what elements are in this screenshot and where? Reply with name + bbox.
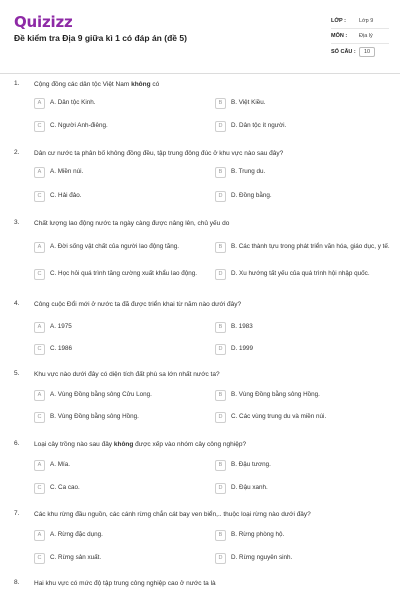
question-number: 1. <box>14 80 20 87</box>
option-letter-badge: C <box>34 121 45 132</box>
option-b[interactable] <box>215 388 391 402</box>
option-b[interactable] <box>215 96 391 110</box>
question-text: Hai khu vực có mức độ tập trung công nghiệp cao ở nước ta là <box>34 580 216 587</box>
option-text: B. Vùng Đồng bằng sông Hồng. <box>50 413 139 421</box>
option-letter-badge: A <box>34 242 45 253</box>
meta-row-subject <box>331 29 389 44</box>
option-letter-badge: D <box>215 412 226 423</box>
meta-table <box>331 14 389 59</box>
option-text: C. Các vùng trung du và miền núi. <box>231 413 327 421</box>
option-text: D. Rừng nguyên sinh. <box>231 554 293 562</box>
option-text: B. 1983 <box>231 323 253 331</box>
option-b[interactable] <box>215 165 391 179</box>
option-text: B. Việt Kiều. <box>231 99 266 107</box>
option-text: C. Hải đảo. <box>50 192 82 200</box>
option-letter-badge: D <box>215 191 226 202</box>
option-text: D. 1999 <box>231 345 254 353</box>
option-a[interactable] <box>34 388 210 402</box>
option-d[interactable] <box>215 481 391 495</box>
option-letter-badge: C <box>34 553 45 564</box>
option-letter-badge: B <box>215 530 226 541</box>
option-letter-badge: B <box>215 390 226 401</box>
option-text: C. Học hỏi quá trình tăng cường xuất khẩu lao động. <box>50 270 197 278</box>
option-text: A. Rừng đặc dụng. <box>50 531 103 539</box>
option-letter-badge: A <box>34 98 45 109</box>
option-a[interactable] <box>34 458 210 472</box>
question-number: 5. <box>14 370 20 377</box>
option-a[interactable] <box>34 165 210 179</box>
option-text: B. Rừng phòng hộ. <box>231 531 285 539</box>
option-letter-badge: C <box>34 483 45 494</box>
option-text: A. 1975 <box>50 323 72 331</box>
option-b[interactable] <box>215 238 391 256</box>
option-d[interactable] <box>215 410 391 424</box>
question-text: Loại cây trồng nào sau đây không được xếp vào nhóm cây công nghiệp? <box>34 441 247 448</box>
option-letter-badge: A <box>34 390 45 401</box>
option-a[interactable] <box>34 96 210 110</box>
option-letter-badge: A <box>34 460 45 471</box>
option-d[interactable] <box>215 342 391 356</box>
option-letter-badge: D <box>215 553 226 564</box>
question-text: Cộng đồng các dân tộc Việt Nam không có <box>34 81 160 88</box>
option-text: B. Các thành tựu trong phát triển văn hóa, giáo dục, y tế. <box>231 243 390 251</box>
option-d[interactable] <box>215 267 391 281</box>
option-c[interactable] <box>34 119 210 133</box>
option-a[interactable] <box>34 320 210 334</box>
option-b[interactable] <box>215 458 391 472</box>
question-number: 6. <box>14 440 20 447</box>
question-text: Dân cư nước ta phân bố không đồng đều, tập trung đông đúc ở khu vực nào sau đây? <box>34 150 284 157</box>
option-letter-badge: D <box>215 344 226 355</box>
option-d[interactable] <box>215 551 391 565</box>
option-letter-badge: A <box>34 167 45 178</box>
option-text: A. Mía. <box>50 461 70 469</box>
option-c[interactable] <box>34 551 210 565</box>
option-letter-badge: B <box>215 460 226 471</box>
option-c[interactable] <box>34 342 210 356</box>
question-number: 7. <box>14 510 20 517</box>
meta-label: SỐ CÂU : <box>331 48 356 55</box>
option-letter-badge: C <box>34 269 45 280</box>
option-text: D. Xu hướng tất yếu của quá trình hội nhập quốc. <box>231 270 370 278</box>
option-text: A. Đời sống vật chất của người lao động tăng. <box>50 243 180 251</box>
option-text: B. Vùng Đồng bằng sông Hồng. <box>231 391 320 399</box>
meta-row-class <box>331 14 389 29</box>
option-text: A. Dân tộc Kinh. <box>50 99 96 107</box>
question-text: Khu vực nào dưới đây có diện tích đất phù sa lớn nhất nước ta? <box>34 371 220 378</box>
question-text: Các khu rừng đầu nguồn, các cánh rừng chắn cát bay ven biển,.. thuộc loại rừng nào dưới đây? <box>34 511 311 518</box>
option-b[interactable] <box>215 528 391 542</box>
option-text: B. Trung du. <box>231 168 266 176</box>
option-letter-badge: D <box>215 121 226 132</box>
option-letter-badge: B <box>215 98 226 109</box>
option-d[interactable] <box>215 189 391 203</box>
meta-row-count <box>331 44 389 59</box>
option-letter-badge: B <box>215 242 226 253</box>
option-letter-badge: C <box>34 344 45 355</box>
meta-value: 10 <box>359 47 375 57</box>
option-text: B. Đậu tương. <box>231 461 271 469</box>
question-number: 8. <box>14 579 20 586</box>
question-number: 3. <box>14 219 20 226</box>
option-text: D. Đồng bằng. <box>231 192 272 200</box>
meta-value: Lớp 9 <box>359 18 374 24</box>
meta-value: Địa lý <box>359 33 373 39</box>
option-text: A. Miền núi. <box>50 168 84 176</box>
option-text: D. Dân tộc ít người. <box>231 122 287 130</box>
question-text: Công cuộc Đổi mới ở nước ta đã được triển khai từ năm nào dưới đây? <box>34 301 242 308</box>
option-letter-badge: C <box>34 412 45 423</box>
meta-label: LỚP : <box>331 18 346 24</box>
option-d[interactable] <box>215 119 391 133</box>
question-number: 4. <box>14 300 20 307</box>
option-a[interactable] <box>34 528 210 542</box>
option-text: C. 1986 <box>50 345 73 353</box>
question-text: Chất lượng lao động nước ta ngày càng được nâng lên, chủ yếu do <box>34 220 230 227</box>
option-text: C. Ca cao. <box>50 484 80 492</box>
option-letter-badge: A <box>34 530 45 541</box>
option-letter-badge: D <box>215 269 226 280</box>
header-divider <box>0 73 400 74</box>
worksheet-header <box>0 0 400 74</box>
option-letter-badge: B <box>215 167 226 178</box>
option-text: C. Người Anh-điêng. <box>50 122 108 130</box>
option-text: D. Đậu xanh. <box>231 484 268 492</box>
question-number: 2. <box>14 149 20 156</box>
option-c[interactable] <box>34 481 210 495</box>
option-letter-badge: B <box>215 322 226 333</box>
option-letter-badge: D <box>215 483 226 494</box>
option-text: C. Rừng sản xuất. <box>50 554 102 562</box>
quizizz-logo: Quizizz <box>14 13 73 31</box>
meta-label: MÔN : <box>331 33 348 39</box>
option-c[interactable] <box>34 410 210 424</box>
option-text: A. Vùng Đồng bằng sông Cửu Long. <box>50 391 152 399</box>
option-a[interactable] <box>34 240 210 254</box>
option-c[interactable] <box>34 189 210 203</box>
option-c[interactable] <box>34 265 210 283</box>
option-b[interactable] <box>215 320 391 334</box>
option-letter-badge: A <box>34 322 45 333</box>
worksheet-title: Đề kiểm tra Địa 9 giữa kì 1 có đáp án (đề 5) <box>14 33 187 43</box>
option-letter-badge: C <box>34 191 45 202</box>
